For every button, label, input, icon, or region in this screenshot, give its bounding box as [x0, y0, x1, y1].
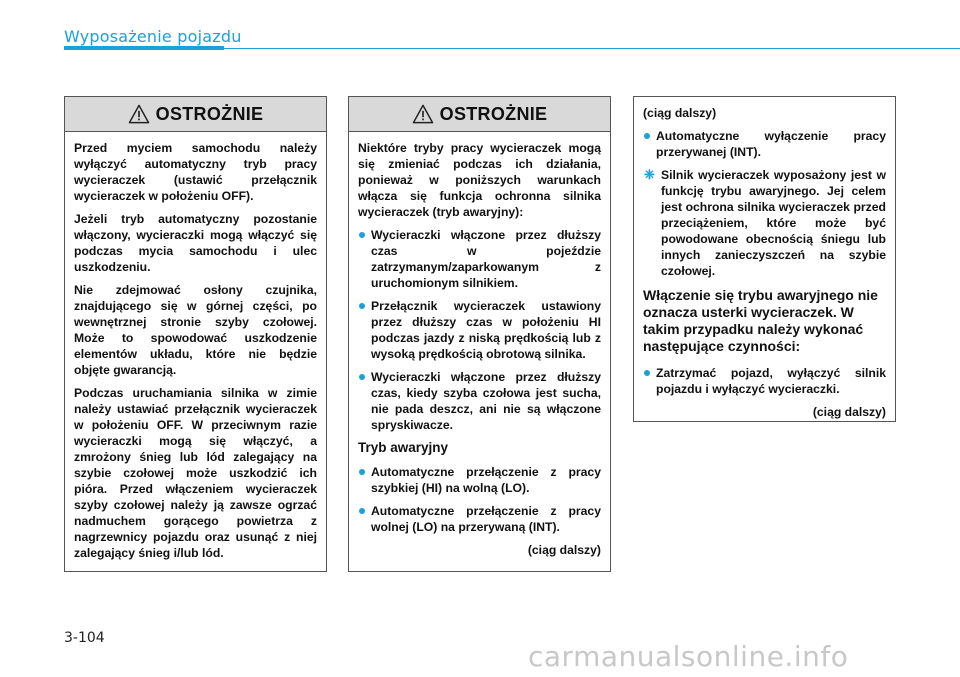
info-box-3-body: [634, 97, 895, 426]
bullet-item: Przełącznik wycieraczek ustawiony przez dłuższy czas w położeniu HI podczas jazdy z niską prędkością lub z wysoką prędkością obrotową silnika.: [358, 298, 601, 362]
caution-box-1: [64, 96, 327, 572]
bullet-item: Wycieraczki włączone przez dłuższy czas w pojeździe zatrzymanym/zaparkowanym z uruchomionym silnikiem.: [358, 227, 601, 291]
caution-box-2: [348, 96, 611, 572]
section-title: Wyposażenie pojazdu: [64, 27, 242, 46]
caution-box-2-body: [349, 132, 610, 564]
paragraph: Podczas uruchamiania silnika w zimie należy ustawiać przełącznik wycieraczek w położeniu OFF. W przeciwnym razie wycieraczki mogą się włączyć, a zmrożony śnieg lub lód zalegający na szybie czołowej może uszkodzić ich pióra. Przed włączeniem wycieraczek szyby czołowej należy ją zawsze ogrzać nadmuchem gorącego powietrza z nagrzewnicy pojazdu oraz usunąć z niej zalegający śnieg i/lub lód.: [74, 386, 317, 560]
warning-triangle-icon: [128, 104, 150, 124]
caution-box-2-header: [349, 97, 610, 132]
continued-label: (ciąg dalszy): [643, 106, 717, 120]
bullet-item: Automatyczne przełączenie z pracy wolnej (LO) na przerywaną (INT).: [358, 503, 601, 535]
caution-box-1-title: OSTROŻNIE: [155, 103, 264, 124]
info-box-3: [633, 96, 896, 422]
header-rule-thick: [64, 46, 224, 50]
note-symbol-icon: ❈: [644, 167, 655, 182]
paragraph: Nie zdejmować osłony czujnika, znajdującego się w górnej części, po wewnętrznej stronie szyby czołowej. Może to spowodować uszkodzenie elementów układu, które nie będzie objęte gwarancją.: [74, 283, 317, 377]
warning-triangle-icon: [412, 104, 434, 124]
bullet-item: Automatyczne przełączenie z pracy szybkiej (HI) na wolną (LO).: [358, 464, 601, 496]
caution-box-1-body: [65, 132, 326, 574]
watermark: carmanualsonline.info: [528, 640, 849, 673]
intro-text: Niektóre tryby pracy wycieraczek mogą się zmieniać podczas ich działania, ponieważ w poniższych warunkach włącza się funkcja ochronna silnika wycieraczek (tryb awaryjny):: [358, 141, 601, 219]
bullet-item: Automatyczne wyłączenie pracy przerywanej (INT).: [643, 128, 886, 160]
caution-box-1-header: [65, 97, 326, 132]
caution-box-2-title: OSTROŻNIE: [439, 103, 548, 124]
note-text: Silnik wycieraczek wyposażony jest w funkcję trybu awaryjnego. Jej celem jest ochrona silnika wycieraczek przed przeciążeniem, które może być powodowane obecnością śniegu lub innych zanieczyszczeń na szybie czołowej.: [661, 168, 886, 278]
section-heading: Włączenie się trybu awaryjnego nie oznacza usterki wycieraczek. W takim przypadku należy wykonać następujące czynności:: [643, 287, 878, 354]
note-item: [643, 167, 886, 279]
subheading: Tryb awaryjny: [358, 440, 449, 455]
bullet-item: Wycieraczki włączone przez dłuższy czas, kiedy szyba czołowa jest sucha, nie pada deszcz, ani nie są włączone spryskiwacze.: [358, 369, 601, 433]
continued-label: (ciąg dalszy): [527, 543, 601, 557]
paragraph: Przed myciem samochodu należy wyłączyć automatyczny tryb pracy wycieraczek (ustawić przełącznik wycieraczek w położeniu OFF).: [74, 141, 317, 203]
header-rule-thin: [224, 48, 960, 49]
paragraph: Jeżeli tryb automatyczny pozostanie włączony, wycieraczki mogą włączyć się podczas mycia samochodu i ulec uszkodzeniu.: [74, 212, 317, 274]
page-number: 3-104: [64, 630, 105, 646]
bullet-item: Zatrzymać pojazd, wyłączyć silnik pojazdu i wyłączyć wycieraczki.: [643, 365, 886, 397]
continued-label: (ciąg dalszy): [812, 405, 886, 419]
